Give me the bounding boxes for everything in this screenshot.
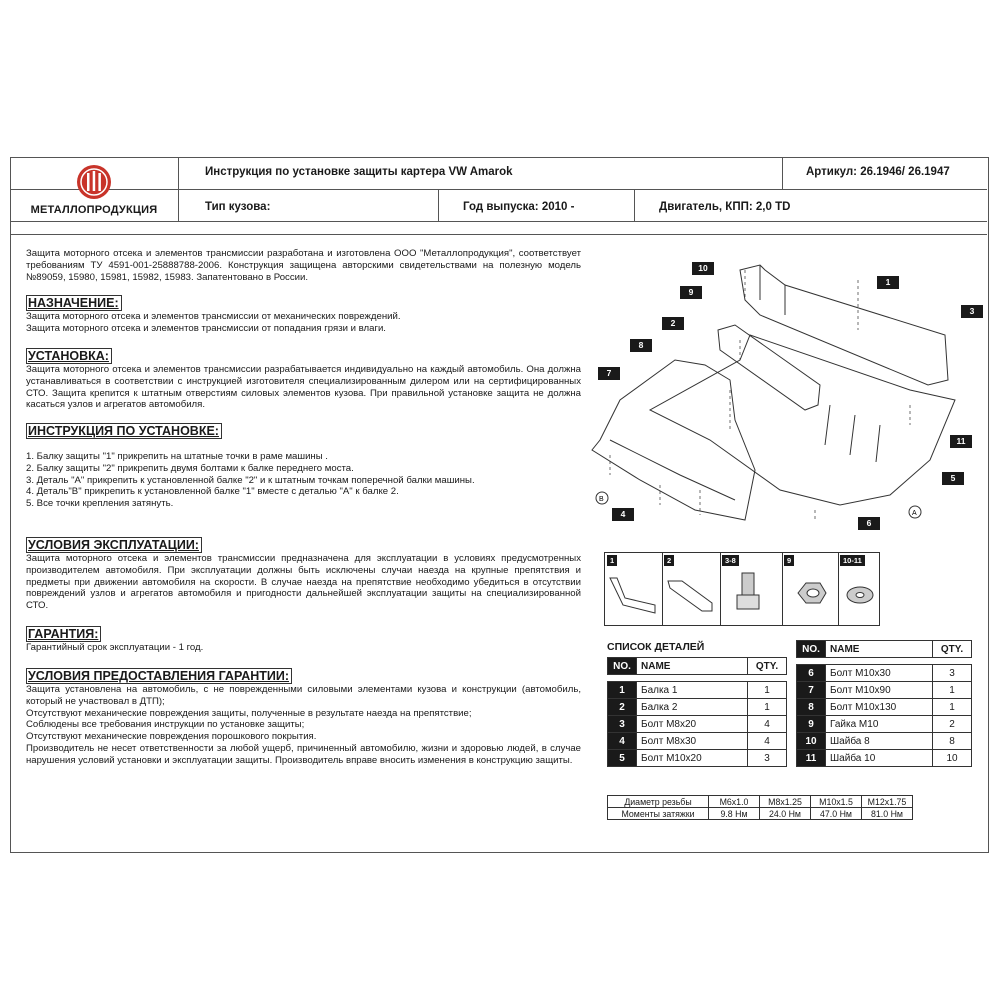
section-title-operation: УСЛОВИЯ ЭКСПЛУАТАЦИИ: xyxy=(26,538,202,552)
table-header-row xyxy=(608,658,787,675)
table-row: Моменты затяжки 9.8 Нм 24.0 Нм 47.0 Нм 81.0 Нм xyxy=(608,808,913,820)
table-row: 8 Болт М10х130 1 xyxy=(797,699,972,716)
parts-table-right xyxy=(796,640,972,767)
section-title-instructions: ИНСТРУКЦИЯ ПО УСТАНОВКЕ: xyxy=(26,424,222,438)
parts-strip xyxy=(604,552,880,626)
callout-2: 2 xyxy=(662,317,684,330)
callout-4: 4 xyxy=(612,508,634,521)
part-3-8-cell: 3-8 xyxy=(720,553,783,625)
brand-logo xyxy=(10,158,178,220)
section-title-warranty: ГАРАНТИЯ: xyxy=(26,627,101,641)
header-bottom-divider xyxy=(10,221,987,222)
plate-a-shape xyxy=(650,335,955,505)
callout-3: 3 xyxy=(961,305,983,318)
table-row: 2 Балка 2 1 xyxy=(608,699,787,716)
year-label: Год выпуска: 2010 - xyxy=(463,201,575,213)
intro-paragraph: Защита моторного отсека и элементов трансмиссии разработана и изготовлена ООО "Металлопродукция", соответствует требованиям ТУ 4591-001-25888788-2006. Конструкция защищена авторскими свидетельствами на полезную модель №89059, 15980, 15981, 15982, 15983. Запатентовано в России. xyxy=(26,248,581,283)
callout-1: 1 xyxy=(877,276,899,289)
detail-a-label: A xyxy=(912,510,917,517)
table-row: 1 Балка 1 1 xyxy=(608,682,787,699)
table-row: 6 Болт М10х30 3 xyxy=(797,665,972,682)
detail-b-label: B xyxy=(599,496,604,503)
part-2-cell: 2 xyxy=(662,553,721,625)
document-title: Инструкция по установке защиты картера VW Amarok xyxy=(205,166,513,178)
warranty-conditions-text: Защита установлена на автомобиль, с не поврежденными силовыми элементами кузова и конструкции (автомобиль, который не участвовал в ДТП); Отсутствуют механические повреждения защиты, полученные в результате наезда на препятствие; Соблюдены все требования инструкции по установке защиты; Отсутствуют механические повреждения порошкового покрытия. Производитель не несет ответственности за любой ущерб, причиненный автомобилю, жизни и здоровью людей, в случае нарушения условий установки и эксплуатации защиты. Производитель вправе вносить изменения в конструкцию защиты. xyxy=(26,684,581,766)
section-title-install: УСТАНОВКА: xyxy=(26,349,112,363)
callout-9: 9 xyxy=(680,286,702,299)
table-row: 5 Болт М10х20 3 xyxy=(608,750,787,767)
instruction-steps: 1. Балку защиты "1" прикрепить на штатные точки в раме машины . 2. Балку защиты "2" прикрепить двумя болтами к балке переднего моста. 3. Деталь "А" прикрепить к установленной балке "2" и к штатным точкам поперечной балки машины. 4. Деталь"В" прикрепить к установленной балке "1" вместе с деталью "А" к балке 2. 5. Все точки крепления затянуть. xyxy=(26,451,475,510)
logo-emblem-icon xyxy=(10,158,178,204)
header-no: NO. xyxy=(608,658,637,675)
content-top-divider xyxy=(10,234,987,235)
table-header-row xyxy=(797,641,972,658)
header-qty: QTY. xyxy=(933,641,972,658)
warranty-text: Гарантийный срок эксплуатации - 1 год. xyxy=(26,642,204,653)
header-vline-4 xyxy=(634,189,635,221)
header-name: NAME xyxy=(826,641,933,658)
purpose-text: Защита моторного отсека и элементов трансмиссии от механических повреждений. Защита моторного отсека и элементов трансмиссии от попадания грязи и влаги. xyxy=(26,311,401,334)
torque-label: Моменты затяжки xyxy=(608,808,709,820)
engine-label: Двигатель, КПП: 2,0 TD xyxy=(659,201,791,213)
table-row: 9 Гайка М10 2 xyxy=(797,716,972,733)
plate-b-shape xyxy=(592,360,755,520)
header-vline-1 xyxy=(178,157,179,221)
article-number: Артикул: 26.1946/ 26.1947 xyxy=(806,166,950,178)
header-no: NO. xyxy=(797,641,826,658)
section-title-warranty-conditions: УСЛОВИЯ ПРЕДОСТАВЛЕНИЯ ГАРАНТИИ: xyxy=(26,669,292,683)
header-vline-2 xyxy=(782,157,783,189)
part-10-11-cell: 10-11 xyxy=(838,553,879,625)
assembly-diagram xyxy=(580,240,980,540)
install-text: Защита моторного отсека и элементов трансмиссии разрабатывается индивидуально на каждый автомобиль. Она должна устанавливаться в соответствии с инструкцией изготовителя специализированным дилером или на сертифицированных СТО. Защита крепится к штатным отверстиям силовых элементов кузова. При правильной установке защита не должна касаться узлов и агрегатов автомобиля. xyxy=(26,364,581,411)
header-name: NAME xyxy=(637,658,748,675)
body-type-label: Тип кузова: xyxy=(205,201,271,213)
table-row: 10 Шайба 8 8 xyxy=(797,733,972,750)
parts-table-left xyxy=(607,657,787,767)
part-9-cell: 9 xyxy=(782,553,839,625)
callout-6: 6 xyxy=(858,517,880,530)
table-row: 11 Шайба 10 10 xyxy=(797,750,972,767)
callout-5: 5 xyxy=(942,472,964,485)
callout-7: 7 xyxy=(598,367,620,380)
table-row: 7 Болт М10х90 1 xyxy=(797,682,972,699)
beam-2-shape xyxy=(718,325,820,410)
brand-name: МЕТАЛЛОПРОДУКЦИЯ xyxy=(30,204,158,216)
operation-text: Защита моторного отсека и элементов трансмиссии предназначена для эксплуатации в условиях предусмотренных производителем автомобиля. При эксплуатации должны быть исключены случаи наезда на крупные препятствия и предметы при движении автомобиля на скорости. В случае наезда на препятствие необходимо убедиться в отсутствии повреждений узлов и агрегатов автомобиля и пригодности дальнейшей эксплуатации защиты на специализированной СТО. xyxy=(26,553,581,612)
table-row: 3 Болт М8х20 4 xyxy=(608,716,787,733)
header-qty: QTY. xyxy=(748,658,787,675)
parts-list-title: СПИСОК ДЕТАЛЕЙ xyxy=(607,641,705,653)
table-row: Диаметр резьбы M6x1.0 M8x1.25 M10x1.5 M12x1.75 xyxy=(608,796,913,808)
torque-table xyxy=(607,795,913,820)
thread-label: Диаметр резьбы xyxy=(608,796,709,808)
part-1-cell: 1 xyxy=(605,553,663,625)
header-vline-3 xyxy=(438,189,439,221)
section-title-purpose: НАЗНАЧЕНИЕ: xyxy=(26,296,122,310)
callout-11: 11 xyxy=(950,435,972,448)
table-row: 4 Болт М8х30 4 xyxy=(608,733,787,750)
callout-8: 8 xyxy=(630,339,652,352)
callout-10: 10 xyxy=(692,262,714,275)
